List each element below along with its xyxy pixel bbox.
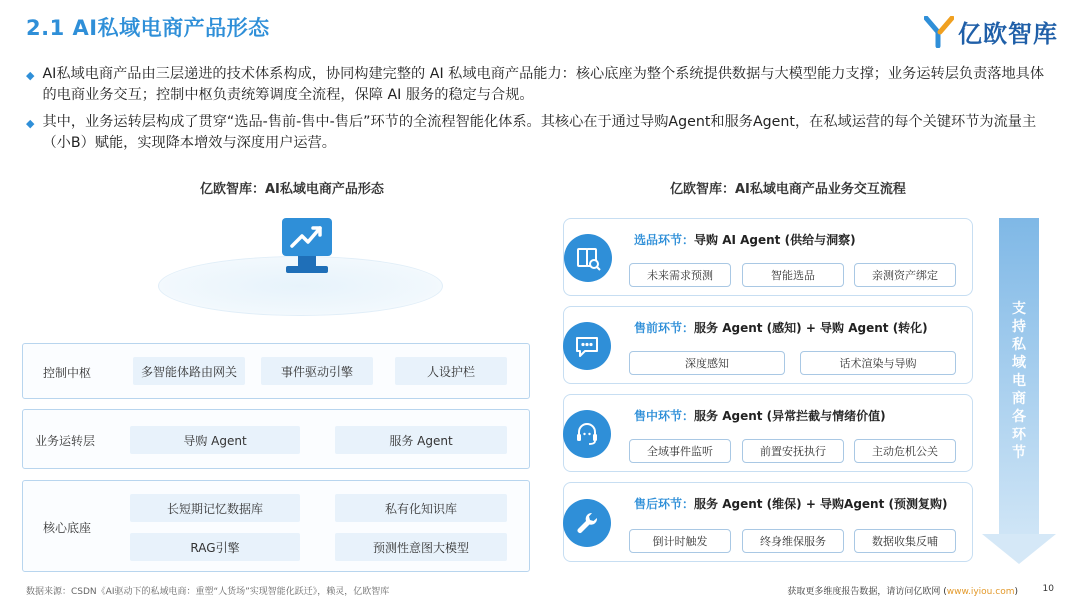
headset-icon — [563, 410, 611, 458]
stage-chip: 亲测资产绑定 — [854, 263, 956, 287]
page-title: 2.1 AI私域电商产品形态 — [26, 16, 270, 40]
chip-service-agent: 服务 Agent — [335, 426, 507, 454]
chip-private-kb: 私有化知识库 — [335, 494, 507, 522]
stage-card-aftersale — [563, 482, 973, 562]
chip-persona-guardrail: 人设护栏 — [395, 357, 507, 385]
bullet-item — [26, 64, 1056, 106]
support-arrow-head — [982, 534, 1056, 564]
monitor-base — [286, 266, 328, 273]
stage-chip: 数据收集反哺 — [854, 529, 956, 553]
footer-more: 获取更多维度报告数据，请访问亿欧网 (www.iyiou.com) — [787, 587, 1018, 597]
layer-core-base — [22, 480, 530, 572]
stage-chip: 话术渲染与导购 — [800, 351, 956, 375]
logo-mark-icon — [924, 16, 954, 48]
stage-chip: 前置安抚执行 — [742, 439, 844, 463]
logo-text: 亿欧智库 — [958, 20, 1058, 48]
chip-shopping-agent: 导购 Agent — [130, 426, 300, 454]
stage-card-presale — [563, 306, 973, 384]
bullet-diamond-icon: ◆ — [26, 69, 35, 82]
monitor-icon — [282, 218, 332, 256]
chip-rag-engine: RAG引擎 — [130, 533, 300, 561]
logo — [924, 14, 1058, 49]
stage-title: 选品环节：导购 AI Agent (供给与洞察) — [634, 233, 856, 247]
bullet-item — [26, 112, 1056, 154]
chip-memory-db: 长短期记忆数据库 — [130, 494, 300, 522]
platform-illustration — [140, 200, 470, 330]
bullet-diamond-icon: ◆ — [26, 117, 35, 130]
wrench-icon — [563, 499, 611, 547]
footer-source: 数据来源：CSDN《AI驱动下的私域电商：重塑“人货场”实现智能化跃迁》，赖灵，亿欧智库 — [26, 587, 390, 597]
stage-chip: 终身维保服务 — [742, 529, 844, 553]
layer-label: 控制中枢 — [43, 366, 92, 380]
footer-link[interactable]: www.iyiou.com — [946, 587, 1015, 597]
layer-label: 业务运转层 — [35, 434, 96, 448]
chip-intent-model: 预测性意图大模型 — [335, 533, 507, 561]
monitor-stand — [298, 256, 316, 266]
stage-card-insale — [563, 394, 973, 472]
stage-chip: 主动危机公关 — [854, 439, 956, 463]
intro-bullets — [26, 64, 1056, 160]
stage-chip: 智能选品 — [742, 263, 844, 287]
stage-title: 售前环节：服务 Agent (感知) + 导购 Agent (转化) — [634, 321, 928, 335]
chat-bubble-icon — [563, 322, 611, 370]
layer-control-hub — [22, 343, 530, 399]
stage-chip: 倒计时触发 — [629, 529, 731, 553]
chip-event-engine: 事件驱动引擎 — [261, 357, 373, 385]
bullet-text: AI私域电商产品由三层递进的技术体系构成，协同构建完整的 AI 私域电商产品能力：核心底座为整个系统提供数据与大模型能力支撑；业务运转层负责落地具体的电商业务交互；控制中枢负责统筹调度全流程，保障 AI 服务的稳定与合规。 — [42, 66, 1045, 103]
stage-title: 售中环节：服务 Agent (异常拦截与情绪价值) — [634, 409, 886, 423]
stage-title: 售后环节：服务 Agent (维保) + 导购Agent (预测复购) — [634, 497, 948, 511]
stage-chip: 未来需求预测 — [629, 263, 731, 287]
support-arrow-label: 支持私域电商各环节 — [1012, 301, 1026, 461]
stage-card-selection — [563, 218, 973, 296]
stage-chip: 深度感知 — [629, 351, 785, 375]
right-panel-title: 亿欧智库：AI私域电商产品业务交互流程 — [670, 182, 906, 197]
layer-label: 核心底座 — [43, 521, 92, 535]
layer-business-ops — [22, 409, 530, 469]
chip-multi-agent-gateway: 多智能体路由网关 — [133, 357, 245, 385]
left-panel-title: 亿欧智库：AI私域电商产品形态 — [200, 182, 384, 197]
page-number: 10 — [1042, 584, 1054, 594]
bullet-text: 其中，业务运转层构成了贯穿“选品-售前-售中-售后”环节的全流程智能化体系。其核心在于通过导购Agent和服务Agent，在私域运营的每个关键环节为流量主（小B）赋能，实现降本增效与深度用户运营。 — [42, 114, 1037, 151]
stage-chip: 全域事件监听 — [629, 439, 731, 463]
book-search-icon — [564, 234, 612, 282]
